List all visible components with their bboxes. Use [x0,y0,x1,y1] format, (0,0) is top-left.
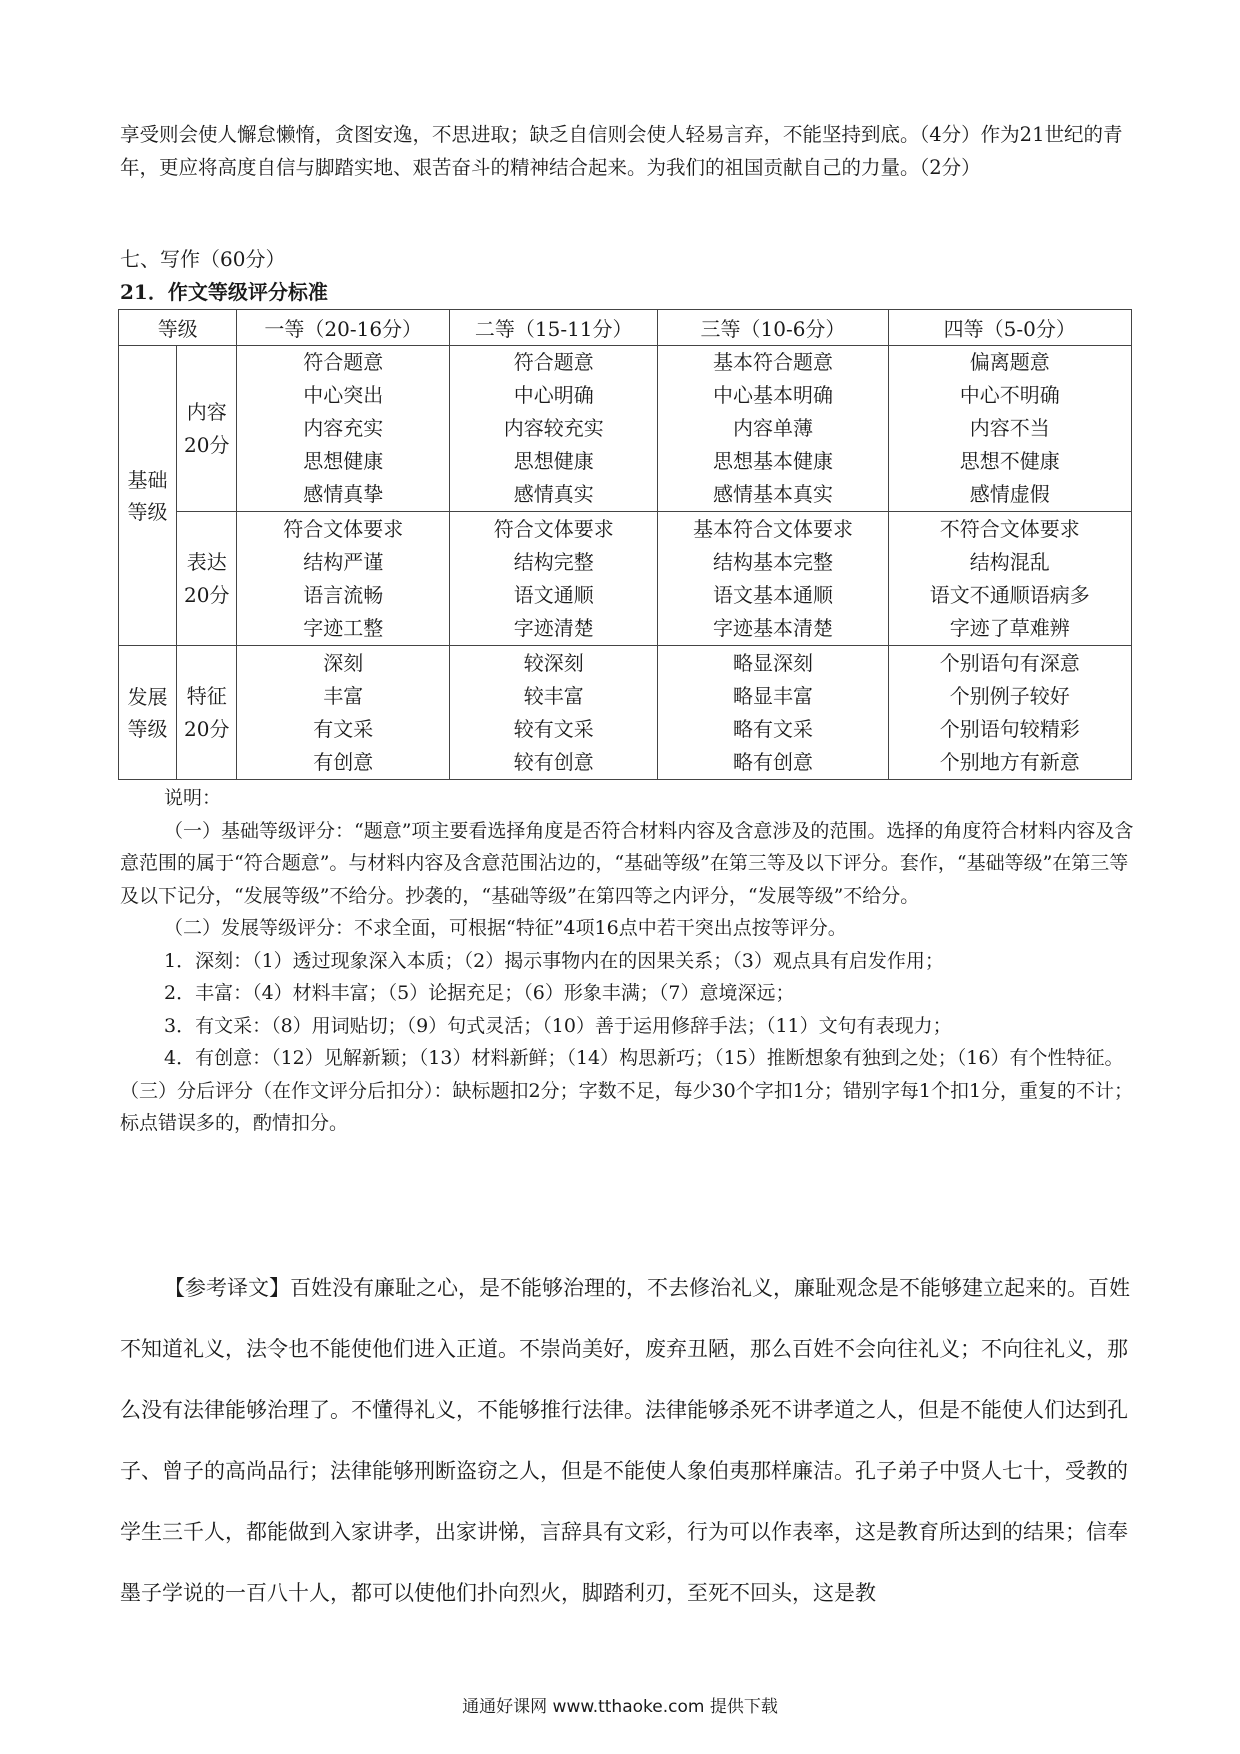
cell-line: 中心不明确 [959,383,1060,407]
cell-line: 符合文体要求 [283,516,404,541]
cell-features-g2 [450,646,658,780]
cell-line: 偏离题意 [969,350,1050,374]
page-footer: 通通好课网 www.tthaoke.com 提供下载 [462,1697,778,1717]
cell-expression-g4 [888,512,1131,646]
cell-line: 不符合文体要求 [939,516,1080,541]
cell-line: 感情虚假 [969,482,1050,506]
cell-line: 个别地方有新意 [939,749,1080,774]
cell-line: 丰富 [323,683,364,708]
cell-expression-g1 [237,512,450,646]
cell-line: 较深刻 [523,650,584,675]
cell-line: 字迹工整 [303,615,384,640]
notes-item: 1．深刻：（1）透过现象深入本质；（2）揭示事物内在的因果关系；（3）观点具有启发作用； [164,949,944,972]
notes-heading: 说明： [164,787,222,809]
cell-features-g4 [888,646,1131,780]
basic-level-label: 基础等级 [119,346,177,646]
cell-line: 感情真挚 [303,482,384,506]
table-header-row [119,310,1132,346]
cell-line: 思想健康 [513,449,594,473]
cell-line: 较有创意 [513,749,594,774]
cell-line: 内容不当 [969,416,1050,440]
cell-line: 内容较充实 [503,416,604,440]
section-title: 七、写作（60分） [120,247,286,271]
cell-line: 有创意 [313,749,374,774]
table-row-expression [119,512,1132,646]
notes-paragraph-3: （三）分后评分（在作文评分后扣分）：缺标题扣2分；字数不足，每少30个字扣1分；错别字每1个扣1分，重复的不计；标点错误多的，酌情扣分。 [120,1079,1134,1134]
cell-line: 中心突出 [303,383,384,407]
cell-line: 略显丰富 [732,683,813,708]
cell-features-g3 [658,646,888,780]
cell-content-g1 [237,346,450,512]
cell-line: 内容充实 [303,416,384,440]
cell-line: 中心明确 [513,383,594,407]
cell-line: 结构混乱 [969,549,1050,574]
cell-line: 较丰富 [523,683,584,708]
cell-line: 感情真实 [513,482,594,506]
cell-line: 结构基本完整 [712,549,833,574]
cell-line: 字迹了草难辨 [949,615,1070,640]
cell-line: 基本符合文体要求 [692,516,853,541]
cell-line: 思想健康 [303,449,384,473]
cell-line: 个别语句有深意 [939,650,1080,675]
cell-line: 语文通顺 [513,582,594,607]
cell-line: 结构完整 [513,549,594,574]
cell-line: 语文不通顺语病多 [929,582,1090,607]
notes-item: 4．有创意：（12）见解新颖；（13）材料新鲜；（14）构思新巧；（15）推断想象有独到之处；（16）有个性特征。 [164,1047,1124,1069]
notes-paragraph-1: （一）基础等级评分：“题意”项主要看选择角度是否符合材料内容及含意涉及的范围。选择的角度符合材料内容及含意范围的属于“符合题意”。与材料内容及含意范围沾边的，“基础等级”在第三等及以下评分。套作，“基础等级”在第三等及以下记分，“发展等级”不给分。抄袭的，“基础等级”在第四等之内评分，“发展等级”不给分。 [120,819,1134,907]
cell-features-g1 [237,646,450,780]
cell-content-g3 [658,346,888,512]
row-label-content: 内容20分 [177,346,237,512]
grading-table [118,309,1132,780]
cell-line: 较有文采 [513,716,594,741]
development-level-label: 发展等级 [119,646,177,780]
cell-expression-g3 [658,512,888,646]
cell-line: 基本符合题意 [712,350,833,374]
cell-line: 略有文采 [732,716,813,741]
header-level: 等级 [119,310,237,346]
notes-item: 2．丰富：（4）材料丰富；（5）论据充足；（6）形象丰满；（7）意境深远； [164,982,795,1004]
cell-line: 字迹清楚 [513,615,594,640]
reference-translation [120,1258,1130,1624]
cell-line: 结构严谨 [303,549,384,574]
notes-item: 3．有文采：（8）用词贴切；（9）句式灵活；（10）善于运用修辞手法；（11）文句有表现力； [164,1014,952,1037]
cell-line: 语文基本通顺 [712,582,833,607]
cell-line: 语言流畅 [303,582,384,607]
cell-line: 内容单薄 [732,416,813,440]
table-title: 21．作文等级评分标准 [120,280,328,304]
cell-line: 中心基本明确 [712,383,833,407]
cell-line: 符合文体要求 [493,516,614,541]
header-grade-3: 三等（10-6分） [658,310,888,346]
table-row-features [119,646,1132,780]
header-grade-4: 四等（5-0分） [888,310,1131,346]
cell-line: 字迹基本清楚 [712,615,833,640]
cell-content-g2 [450,346,658,512]
header-grade-2: 二等（15-11分） [450,310,658,346]
cell-expression-g2 [450,512,658,646]
cell-line: 思想不健康 [959,449,1060,473]
cell-line: 感情基本真实 [712,482,833,506]
cell-line: 略有创意 [732,749,813,774]
header-grade-1: 一等（20-16分） [237,310,450,346]
cell-line: 思想基本健康 [712,449,833,473]
intro-paragraph: 享受则会使人懈怠懒惰，贪图安逸，不思进取；缺乏自信则会使人轻易言弃，不能坚持到底。（4分）作为21世纪的青年，更应将高度自信与脚踏实地、艰苦奋斗的精神结合起来。为我们的祖国贡献自己的力量。（2分） [120,123,1123,179]
scoring-notes [120,782,1134,1140]
table-row-content [119,346,1132,512]
notes-paragraph-2: （二）发展等级评分：不求全面，可根据“特征”4项16点中若干突出点按等评分。 [164,917,847,939]
cell-line: 略显深刻 [732,650,813,675]
cell-content-g4 [888,346,1131,512]
translation-text: 【参考译文】百姓没有廉耻之心，是不能够治理的，不去修治礼义，廉耻观念是不能够建立起来的。百姓不知道礼义，法令也不能使他们进入正道。不崇尚美好，废弃丑陋，那么百姓不会向往礼义；不向往礼义，那么没有法律能够治理了。不懂得礼义，不能够推行法律。法律能够杀死不讲孝道之人，但是不能使人们达到孔子、曾子的高尚品行；法律能够刑断盗窃之人，但是不能使人象伯夷那样廉洁。孔子弟子中贤人七十，受教的学生三千人，都能做到入家讲孝，出家讲悌，言辞具有文彩，行为可以作表率，这是教育所达到的结果；信奉墨子学说的一百八十人，都可以使他们扑向烈火，脚踏利刃，至死不回头，这是教 [120,1276,1130,1605]
cell-line: 个别语句较精彩 [939,716,1080,741]
cell-line: 深刻 [323,650,364,675]
row-label-features: 特征20分 [177,646,237,780]
cell-line: 符合题意 [303,350,384,374]
cell-line: 符合题意 [513,350,594,374]
cell-line: 个别例子较好 [949,683,1070,708]
cell-line: 有文采 [313,716,374,741]
row-label-expression: 表达20分 [177,512,237,646]
